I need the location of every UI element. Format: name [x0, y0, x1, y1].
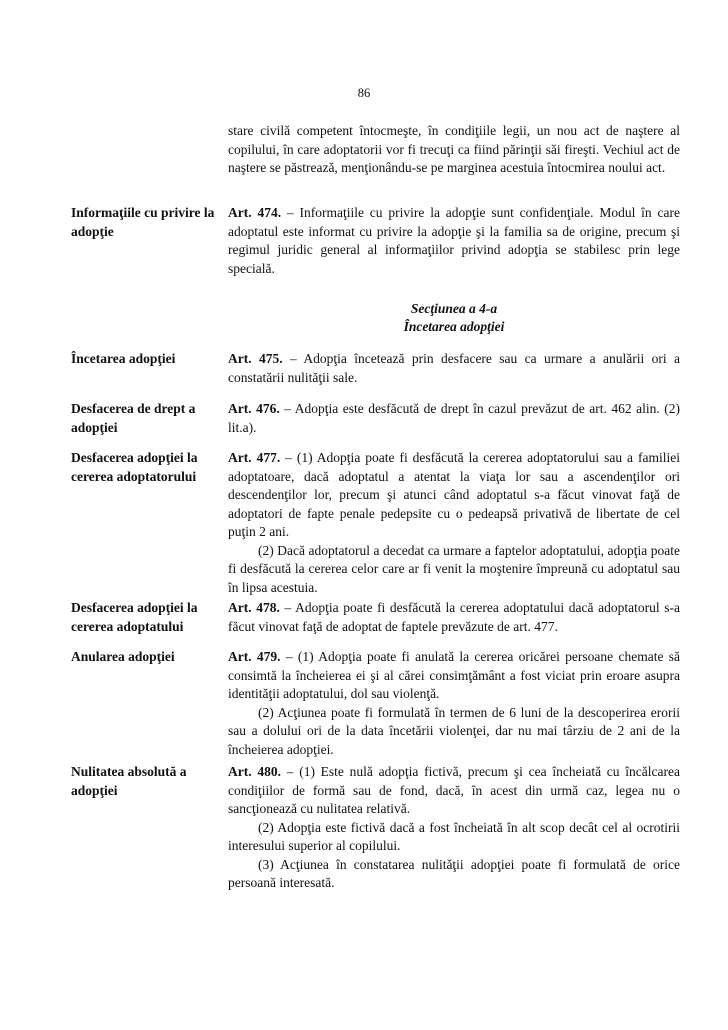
article-478 [228, 599, 680, 636]
article-474 [228, 204, 680, 278]
intro-paragraph [228, 122, 680, 178]
article-number: Art. 480. [228, 764, 281, 779]
margin-title-478: Desfacerea adopţiei la cererea adoptatului [71, 600, 198, 634]
article-477 [228, 449, 680, 597]
article-number: Art. 478. [228, 600, 280, 615]
article-paragraph-2: (2) Dacă adoptatorul a decedat ca urmare a faptelor adoptatului, adopţia poate fi desfăcută la cererea celor care ar fi venit la moştenire împreună cu adoptatul sau în lipsa acestuia. [228, 542, 680, 595]
margin-title-476: Desfacerea de drept a adopţiei [71, 401, 196, 435]
article-text: – (1) Adopţia poate fi desfăcută la cererea adoptatorului sau a familiei adoptatoare, dacă adoptatul a atentat la viaţa lor sau a ascendenţilor ori descendenţilor lor, precum şi atunci când adoptatul s-a făcut vinovat faţă de adoptatori de fapte penale pedepsite cu o pedeapsă privativă de libertate de cel puţin 2 ani. [228, 450, 680, 539]
article-475 [228, 350, 680, 387]
page-number: 86 [357, 86, 371, 100]
article-text: – Adopţia este desfăcută de drept în cazul prevăzut de art. 462 alin. (2) lit.a). [228, 401, 680, 435]
article-number: Art. 474. [228, 205, 282, 220]
section-title: Încetarea adopţiei [403, 319, 505, 334]
article-paragraph-3: (3) Acţiunea în constatarea nulităţii adopţiei poate fi formulată de orice persoană interesată. [228, 856, 680, 890]
article-number: Art. 476. [228, 401, 280, 416]
article-text: – (1) Este nulă adopţia fictivă, precum şi cea încheiată cu încălcarea condiţiilor de formă sau de fond, dacă, în acest din urmă caz, legea nu o sancţionează cu nulitatea relativă. [228, 764, 680, 816]
article-paragraph-2: (2) Acţiunea poate fi formulată în termen de 6 luni de la descoperirea erorii sau a dolului ori de la data încetării violenţei, dar nu mai târziu de 2 ani de la încheierea adopţiei. [228, 704, 680, 757]
section-number: Secţiunea a 4-a [410, 301, 498, 316]
margin-title-475: Încetarea adopţiei [71, 351, 176, 366]
margin-title-474: Informaţiile cu privire la adopţie [71, 205, 215, 239]
margin-title-480: Nulitatea absolută a adopţiei [71, 764, 187, 798]
intro-text: stare civilă competent întocmeşte, în condiţiile legii, un nou act de naştere al copilului, în care adoptatorii vor fi trecuţi ca fiind părinţii săi fireşti. Vechiul act de naştere se păstrează, menţionându-se pe marginea acestuia întocmirea noului act. [228, 123, 680, 175]
article-number: Art. 477. [228, 450, 281, 465]
margin-title-477: Desfacerea adopţiei la cererea adoptatorului [71, 450, 198, 484]
article-number: Art. 475. [228, 351, 283, 366]
article-text: – Adopţia încetează prin desfacere sau ca urmare a anulării ori a constatării nulităţii sale. [228, 351, 680, 385]
article-480 [228, 763, 680, 893]
article-476 [228, 400, 680, 437]
article-479 [228, 648, 680, 759]
margin-title-479: Anularea adopţiei [71, 649, 175, 664]
article-paragraph-2: (2) Adopţia este fictivă dacă a fost încheiată în alt scop decât cel al ocrotirii interesului superior al copilului. [228, 819, 680, 853]
article-text: – Informaţiile cu privire la adopţie sunt confidenţiale. Modul în care adoptatul este informat cu privire la adopţie şi la familia sa de origine, precum şi regimul juridic general al informaţiilor privind adopţia se stabilesc prin lege specială. [228, 205, 680, 276]
article-text: – (1) Adopţia poate fi anulată la cererea oricărei persoane chemate să consimtă la încheierea ei şi al cărei consimţământ a fost viciat prin eroare asupra identităţii adoptatului, dol sau violenţă. [228, 649, 680, 701]
article-text: – Adopţia poate fi desfăcută la cererea adoptatului dacă adoptatorul s-a făcut vinovat faţă de adoptat de faptele prevăzute de art. 477. [228, 600, 680, 634]
article-number: Art. 479. [228, 649, 281, 664]
